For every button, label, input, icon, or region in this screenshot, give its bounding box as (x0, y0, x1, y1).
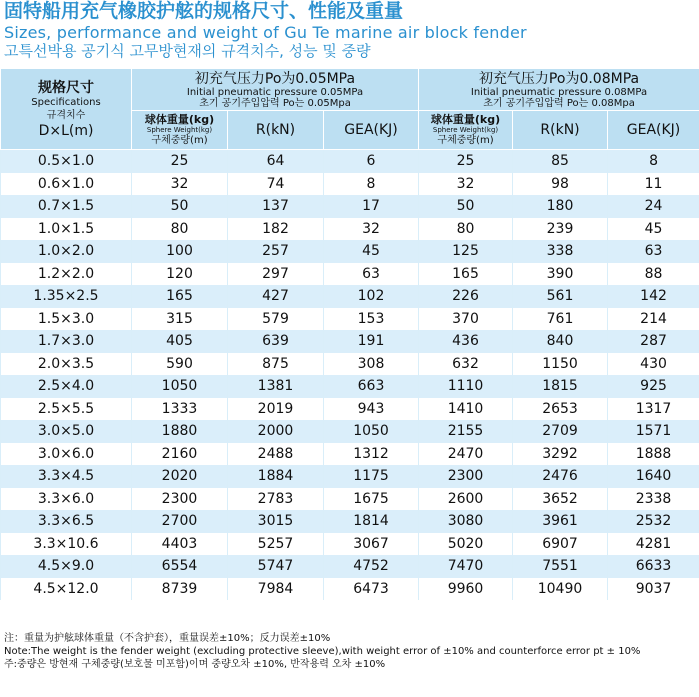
header-gea-2: GEA(KJ) (608, 111, 699, 150)
table-cell: 7984 (228, 578, 324, 601)
table-row (1, 488, 699, 511)
table-cell: 427 (228, 285, 324, 308)
table-cell: 63 (608, 240, 699, 263)
table-cell: 4.5×9.0 (1, 555, 132, 578)
group2-label-ko: 초기 공기주입압력 Po는 0.08Mpa (483, 97, 635, 109)
table-cell: 3.3×10.6 (1, 533, 132, 556)
table-cell: 137 (228, 195, 324, 218)
table-cell: 125 (419, 240, 513, 263)
table-cell: 80 (132, 218, 228, 241)
table-cell: 0.7×1.5 (1, 195, 132, 218)
table-cell: 390 (513, 263, 608, 286)
table-cell: 63 (324, 263, 419, 286)
table-cell: 2488 (228, 443, 324, 466)
table-cell: 6473 (324, 578, 419, 601)
table-cell: 3067 (324, 533, 419, 556)
table-cell: 0.6×1.0 (1, 173, 132, 196)
weight-label-ko: 구체중량(m) (437, 134, 494, 146)
table-cell: 25 (419, 150, 513, 173)
table-cell: 2000 (228, 420, 324, 443)
table-cell: 3292 (513, 443, 608, 466)
table-cell: 2700 (132, 510, 228, 533)
spec-label-ko: 규격치수 (46, 109, 86, 121)
group2-label-en: Initial pneumatic pressure 0.08MPa (470, 86, 648, 98)
table-row (1, 443, 699, 466)
group1-label-ko: 초기 공기주입압력 Po는 0.05Mpa (199, 97, 351, 109)
table-cell: 4403 (132, 533, 228, 556)
table-cell: 142 (608, 285, 699, 308)
table-cell: 1814 (324, 510, 419, 533)
table-cell: 338 (513, 240, 608, 263)
table-cell: 2155 (419, 420, 513, 443)
table-cell: 370 (419, 308, 513, 331)
table-cell: 436 (419, 330, 513, 353)
table-row (1, 173, 699, 196)
note-english: Note:The weight is the fender weight (excluding protective sleeve),with weight error of ±10% and counterforce error pt ± 10% (4, 646, 641, 657)
table-cell: 5747 (228, 555, 324, 578)
table-cell: 257 (228, 240, 324, 263)
table-cell: 639 (228, 330, 324, 353)
table-cell: 315 (132, 308, 228, 331)
table-cell: 840 (513, 330, 608, 353)
table-cell: 239 (513, 218, 608, 241)
title-block (4, 0, 527, 61)
table-cell: 6907 (513, 533, 608, 556)
table-row (1, 308, 699, 331)
table-cell: 2300 (419, 465, 513, 488)
table-cell: 2.5×5.5 (1, 398, 132, 421)
table-cell: 1317 (608, 398, 699, 421)
group1-label-zh: 初充气压力Po为0.05MPa (194, 70, 356, 87)
table-cell: 1.35×2.5 (1, 285, 132, 308)
table-cell: 4752 (324, 555, 419, 578)
table-cell: 6 (324, 150, 419, 173)
table-cell: 8 (608, 150, 699, 173)
table-cell: 165 (132, 285, 228, 308)
table-cell: 1.2×2.0 (1, 263, 132, 286)
table-cell: 1.5×3.0 (1, 308, 132, 331)
table-cell: 88 (608, 263, 699, 286)
table-cell: 1888 (608, 443, 699, 466)
table-cell: 1312 (324, 443, 419, 466)
table-cell: 2476 (513, 465, 608, 488)
table-cell: 579 (228, 308, 324, 331)
table-cell: 153 (324, 308, 419, 331)
table-cell: 32 (419, 173, 513, 196)
table-cell: 925 (608, 375, 699, 398)
table-cell: 7470 (419, 555, 513, 578)
header-weight-1 (132, 111, 228, 150)
table-cell: 1050 (324, 420, 419, 443)
table-cell: 308 (324, 353, 419, 376)
table-cell: 2653 (513, 398, 608, 421)
table-cell: 2709 (513, 420, 608, 443)
table-cell: 120 (132, 263, 228, 286)
header-r-1: R(kN) (228, 111, 324, 150)
table-cell: 3652 (513, 488, 608, 511)
table-row (1, 578, 699, 601)
fender-spec-table (0, 68, 699, 600)
table-cell: 45 (608, 218, 699, 241)
notes-block (4, 632, 694, 671)
table-cell: 2019 (228, 398, 324, 421)
weight-label-en: Sphere Weight(kg) (432, 125, 499, 134)
table-cell: 875 (228, 353, 324, 376)
spec-label-zh: 规格尺寸 (38, 79, 94, 96)
table-cell: 1410 (419, 398, 513, 421)
header-group-005mpa (132, 69, 419, 111)
table-cell: 102 (324, 285, 419, 308)
group1-label-en: Initial pneumatic pressure 0.05MPa (186, 86, 364, 98)
table-cell: 6633 (608, 555, 699, 578)
table-cell: 2338 (608, 488, 699, 511)
table-cell: 287 (608, 330, 699, 353)
table-cell: 6554 (132, 555, 228, 578)
table-cell: 9037 (608, 578, 699, 601)
table-row (1, 263, 699, 286)
table-cell: 1.0×1.5 (1, 218, 132, 241)
table-cell: 1571 (608, 420, 699, 443)
table-cell: 1.0×2.0 (1, 240, 132, 263)
table-cell: 2783 (228, 488, 324, 511)
table-cell: 3015 (228, 510, 324, 533)
table-cell: 3.3×4.5 (1, 465, 132, 488)
table-cell: 297 (228, 263, 324, 286)
group2-label-zh: 初充气压力Po为0.08MPa (478, 70, 640, 87)
table-row (1, 533, 699, 556)
table-cell: 100 (132, 240, 228, 263)
table-cell: 2.0×3.5 (1, 353, 132, 376)
spec-label-unit: D×L(m) (38, 122, 94, 139)
table-cell: 74 (228, 173, 324, 196)
table-cell: 1381 (228, 375, 324, 398)
table-cell: 761 (513, 308, 608, 331)
table-row (1, 195, 699, 218)
table-cell: 405 (132, 330, 228, 353)
table-cell: 1333 (132, 398, 228, 421)
table-body (1, 150, 699, 601)
table-cell: 2020 (132, 465, 228, 488)
table-row (1, 398, 699, 421)
table-cell: 50 (132, 195, 228, 218)
table-cell: 2300 (132, 488, 228, 511)
table-row (1, 353, 699, 376)
table-cell: 32 (132, 173, 228, 196)
table-cell: 4281 (608, 533, 699, 556)
table-cell: 24 (608, 195, 699, 218)
table-cell: 943 (324, 398, 419, 421)
header-specifications (1, 69, 132, 150)
table-cell: 3080 (419, 510, 513, 533)
title-english: Sizes, performance and weight of Gu Te marine air block fender (4, 23, 527, 42)
table-cell: 80 (419, 218, 513, 241)
table-cell: 1050 (132, 375, 228, 398)
table-cell: 1110 (419, 375, 513, 398)
table-cell: 2160 (132, 443, 228, 466)
table-cell: 3.0×5.0 (1, 420, 132, 443)
header-weight-2 (419, 111, 513, 150)
header-gea-1: GEA(KJ) (324, 111, 419, 150)
table-row (1, 555, 699, 578)
table-row (1, 375, 699, 398)
table-cell: 85 (513, 150, 608, 173)
table-cell: 4.5×12.0 (1, 578, 132, 601)
table-cell: 1884 (228, 465, 324, 488)
table-cell: 10490 (513, 578, 608, 601)
table-cell: 1.7×3.0 (1, 330, 132, 353)
table-row (1, 420, 699, 443)
table-cell: 3961 (513, 510, 608, 533)
spec-label-en: Specifications (31, 96, 101, 108)
table-cell: 1815 (513, 375, 608, 398)
table-cell: 663 (324, 375, 419, 398)
table-cell: 2.5×4.0 (1, 375, 132, 398)
weight-label-zh: 球体重量(kg) (144, 112, 215, 126)
table-cell: 1880 (132, 420, 228, 443)
table-cell: 3.3×6.0 (1, 488, 132, 511)
table-cell: 214 (608, 308, 699, 331)
weight-label-ko: 구체중량(m) (151, 134, 208, 146)
table-cell: 180 (513, 195, 608, 218)
table-cell: 430 (608, 353, 699, 376)
table-cell: 8 (324, 173, 419, 196)
table-cell: 590 (132, 353, 228, 376)
table-cell: 32 (324, 218, 419, 241)
table-cell: 2470 (419, 443, 513, 466)
table-cell: 2532 (608, 510, 699, 533)
table-cell: 17 (324, 195, 419, 218)
table-cell: 64 (228, 150, 324, 173)
note-chinese: 注：重量为护舷球体重量（不含护套），重量误差±10%；反力误差±10% (4, 633, 331, 644)
table-cell: 1675 (324, 488, 419, 511)
table-cell: 561 (513, 285, 608, 308)
table-cell: 226 (419, 285, 513, 308)
table-cell: 98 (513, 173, 608, 196)
table-cell: 7551 (513, 555, 608, 578)
table-cell: 0.5×1.0 (1, 150, 132, 173)
table-row (1, 218, 699, 241)
table-cell: 1175 (324, 465, 419, 488)
table-row (1, 285, 699, 308)
table-row (1, 510, 699, 533)
table-cell: 1150 (513, 353, 608, 376)
table-cell: 11 (608, 173, 699, 196)
table-cell: 5020 (419, 533, 513, 556)
table-cell: 3.0×6.0 (1, 443, 132, 466)
weight-label-en: Sphere Weight(kg) (146, 125, 213, 134)
table-row (1, 465, 699, 488)
table-cell: 165 (419, 263, 513, 286)
header-r-2: R(kN) (513, 111, 608, 150)
table-cell: 2600 (419, 488, 513, 511)
table-cell: 5257 (228, 533, 324, 556)
table-cell: 182 (228, 218, 324, 241)
table-cell: 3.3×6.5 (1, 510, 132, 533)
table-cell: 632 (419, 353, 513, 376)
table-cell: 9960 (419, 578, 513, 601)
title-chinese: 固特船用充气橡胶护舷的规格尺寸、性能及重量 (4, 0, 404, 22)
table-cell: 1640 (608, 465, 699, 488)
title-korean: 고특선박용 공기식 고무방현재의 규격치수, 성능 및 중량 (4, 42, 371, 60)
table-cell: 25 (132, 150, 228, 173)
table-cell: 8739 (132, 578, 228, 601)
table-cell: 50 (419, 195, 513, 218)
table-row (1, 330, 699, 353)
note-korean: 주:중량은 방현재 구체중량(보호물 미포함)이며 중량오차 ±10%, 반작용력 오차 ±10% (4, 659, 386, 670)
table-row (1, 150, 699, 173)
table-cell: 45 (324, 240, 419, 263)
table-cell: 191 (324, 330, 419, 353)
weight-label-zh: 球体重量(kg) (430, 112, 501, 126)
table-row (1, 240, 699, 263)
header-group-008mpa (419, 69, 699, 111)
